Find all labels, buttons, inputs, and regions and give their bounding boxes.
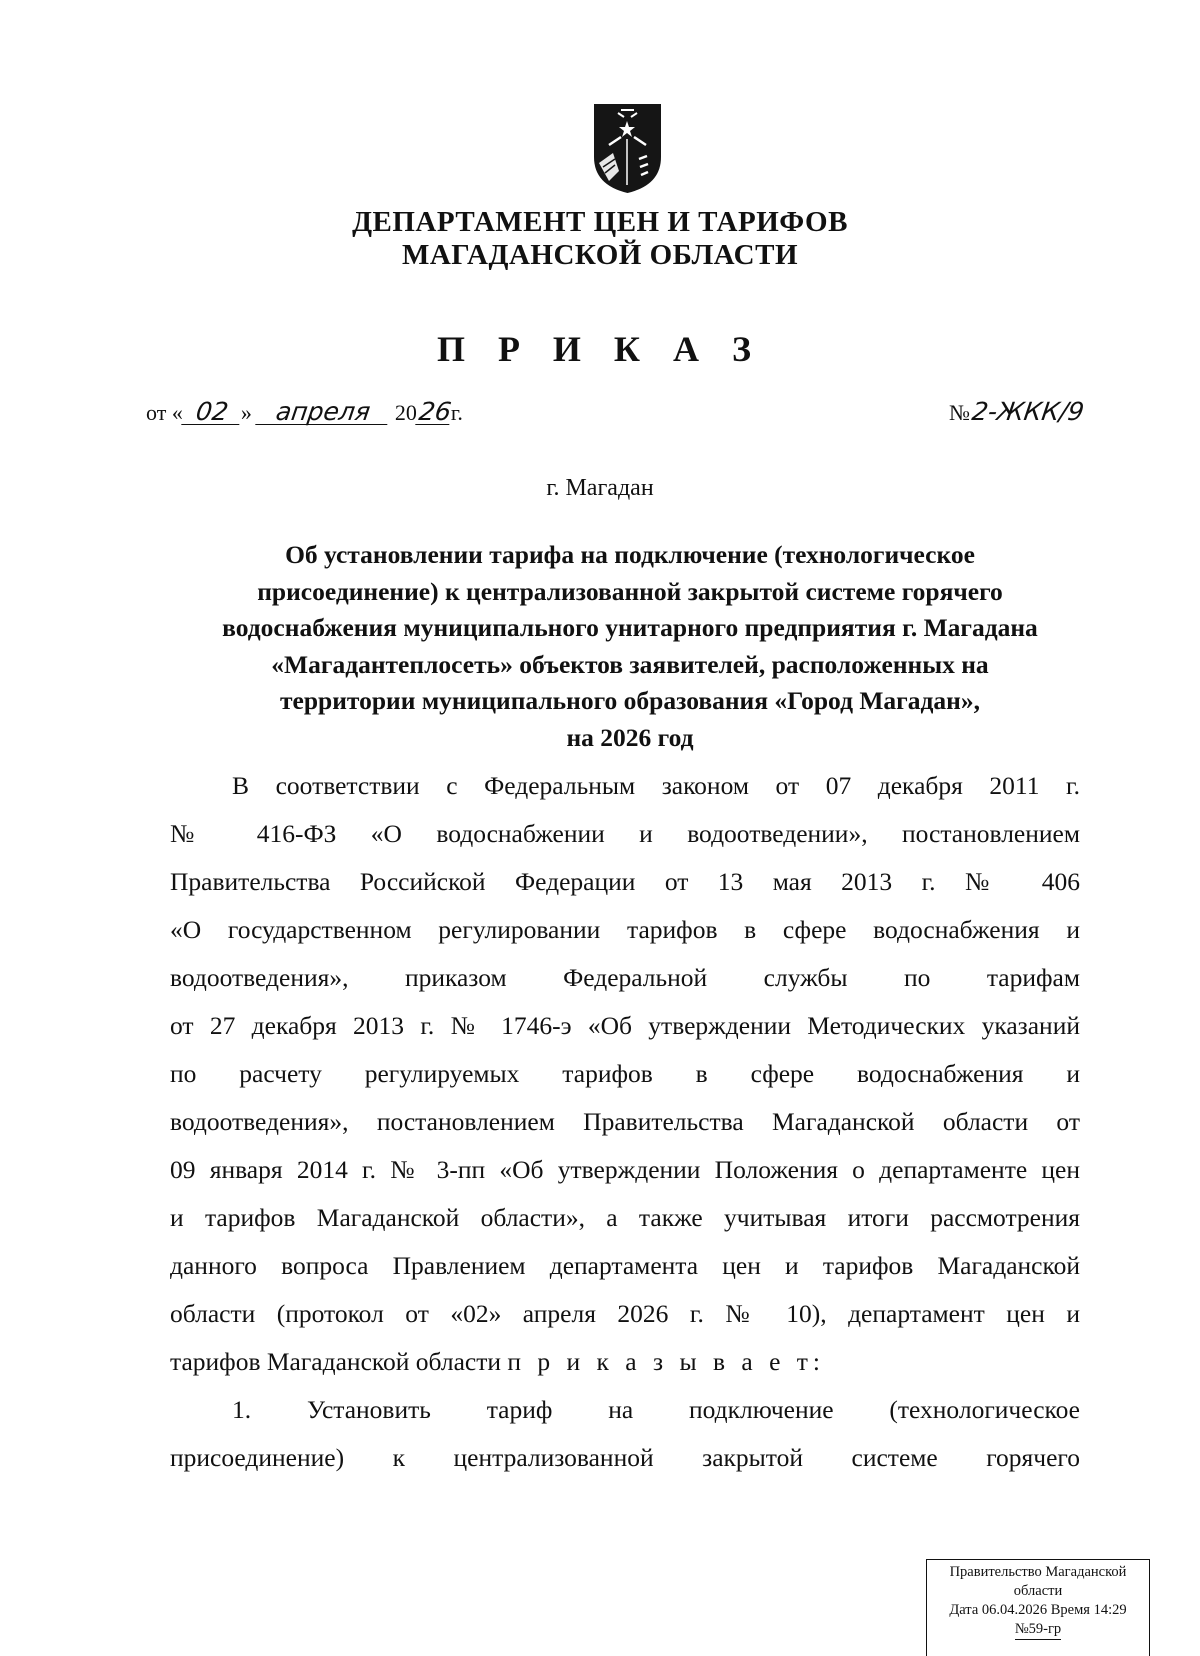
heading-line: присоединение) к централизованной закрытой системе горячего — [257, 576, 1003, 606]
document-type-title: П Р И К А З — [436, 329, 764, 369]
heading-line: Об установлении тарифа на подключение (технологическое — [285, 540, 975, 569]
stamp-line: области — [1013, 1583, 1063, 1599]
body-line: 09 января 2014 г. № 3-пп «Об утверждении Положения о департаменте цен — [170, 1155, 1080, 1184]
date-day-close: » — [240, 400, 252, 425]
coat-of-arms-icon — [591, 101, 664, 195]
date-year-prefix: 20 — [394, 400, 417, 425]
body-line: от 27 декабря 2013 г. № 1746-э «Об утверждении Методических указаний — [170, 1011, 1080, 1040]
orders-word: п р и к а з ы в а е т: — [507, 1347, 825, 1376]
heading-line: территории муниципального образования «Город Магадан», — [280, 686, 980, 715]
body-line: и тарифов Магаданской области», а также учитывая итоги рассмотрения — [170, 1203, 1080, 1232]
department-name-line2: МАГАДАНСКОЙ ОБЛАСТИ — [401, 239, 799, 271]
body-line: водоотведения», постановлением Правительства Магаданской области от — [170, 1107, 1080, 1136]
body-line: водоотведения», приказом Федеральной службы по тарифам — [170, 963, 1080, 992]
date-year-handwritten: 26 — [416, 397, 453, 426]
heading-line: «Магадантеплосеть» объектов заявителей, расположенных на — [271, 649, 989, 679]
registration-stamp — [926, 1559, 1150, 1656]
number-sign: № — [949, 400, 970, 425]
stamp-line: Правительство Магаданской — [949, 1564, 1127, 1580]
item-1-line: присоединение) к централизованной закрытой системе горячего — [170, 1443, 1080, 1472]
order-date — [146, 397, 463, 426]
body-last-prefix: тарифов Магаданской области — [170, 1347, 508, 1376]
order-number — [949, 397, 1086, 426]
body-line: Правительства Российской Федерации от 13 мая 2013 г. № 406 — [170, 867, 1080, 896]
date-prefix: от « — [146, 400, 183, 425]
date-year-mark: г. — [450, 400, 463, 425]
body-line: по расчету регулируемых тарифов в сфере водоснабжения и — [170, 1059, 1080, 1088]
order-number-handwritten: 2-ЖКК/9 — [970, 397, 1086, 426]
date-month-handwritten: апреля — [256, 400, 392, 425]
item-1-line: 1. Установить тариф на подключение (технологическое — [232, 1395, 1080, 1424]
body-last-line — [170, 1338, 1080, 1386]
date-day-handwritten: 02 — [181, 400, 243, 425]
body-line: № 416-ФЗ «О водоснабжении и водоотведении», постановлением — [170, 819, 1080, 848]
stamp-number: №59-гр — [1015, 1620, 1061, 1640]
city-line: г. Магадан — [546, 475, 654, 501]
stamp-line: Дата 06.04.2026 Время 14:29 — [949, 1602, 1127, 1618]
department-name-line1: ДЕПАРТАМЕНТ ЦЕН И ТАРИФОВ — [352, 206, 848, 238]
heading-line: водоснабжения муниципального унитарного предприятия г. Магадана — [222, 613, 1038, 642]
preamble-paragraph — [170, 762, 1080, 1482]
body-line: В соответствии с Федеральным законом от 07 декабря 2011 г. — [232, 771, 1080, 800]
coat-of-arms-emblem — [591, 101, 664, 195]
body-line: «О государственном регулировании тарифов в сфере водоснабжения и — [170, 915, 1080, 944]
heading-line: на 2026 год — [566, 722, 694, 752]
order-heading — [160, 537, 1100, 756]
body-line: данного вопроса Правлением департамента цен и тарифов Магаданской — [170, 1251, 1080, 1280]
body-line: области (протокол от «02» апреля 2026 г. № 10), департамент цен и — [170, 1299, 1080, 1328]
